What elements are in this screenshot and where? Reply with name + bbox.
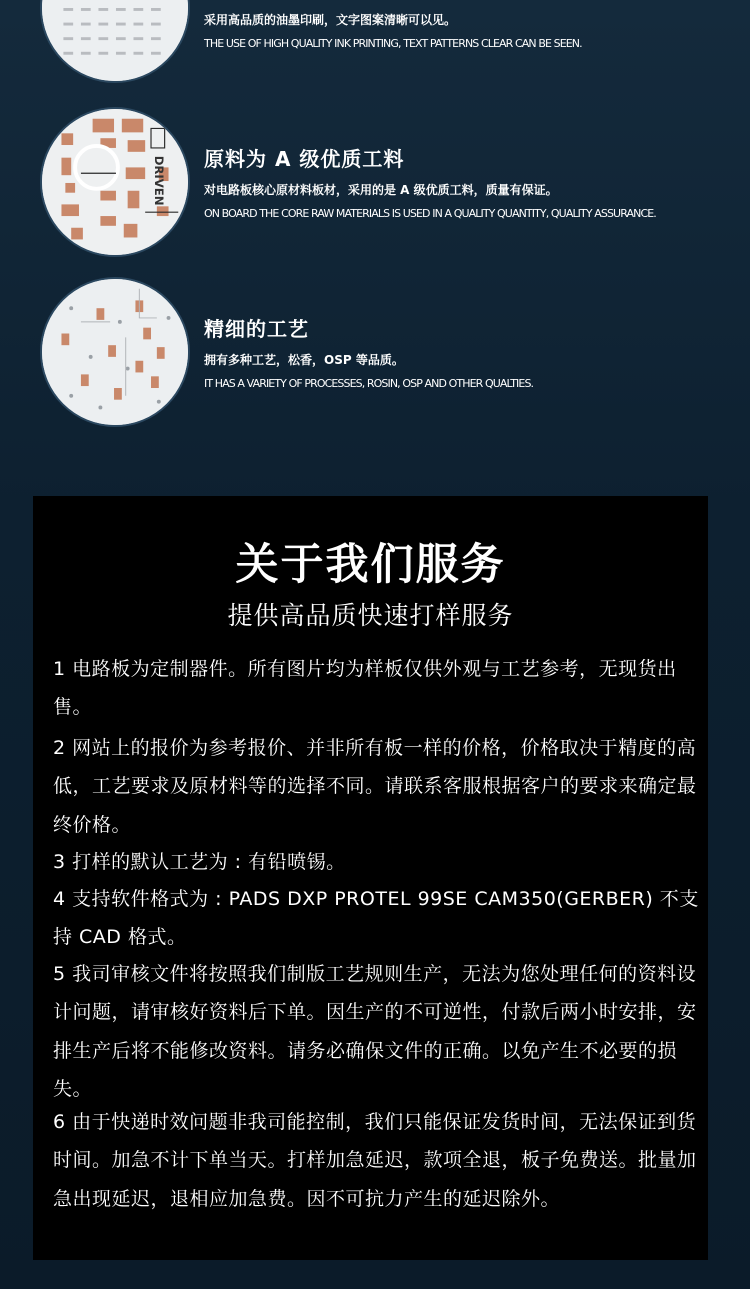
service-note-4: 4 支持软件格式为 : PADS DXP PROTEL 99SE CAM350(GERBER) 不支持 CAD 格式。	[53, 888, 699, 949]
pcb-smd-pads-photo-icon	[40, 277, 190, 427]
feature-desc-en: THE USE OF HIGH QUALITY INK PRINTING, TEXT PATTERNS CLEAR CAN BE SEEN.	[204, 37, 582, 50]
feature-ink-printing	[40, 0, 740, 83]
feature-desc-en: ON BOARD THE CORE RAW MATERIALS IS USED IN A QUALITY QUANTITY, QUALITY ASSURANCE.	[204, 207, 656, 220]
service-note-5: 5 我司审核文件将按照我们制版工艺规则生产，无法为您处理任何的资料设计问题，请审核好资料后下单。因生产的不可逆性，付款后两小时安排，安排生产后将不能修改资料。请务必确保文件的正确。以免产生不必要的损失。	[53, 963, 697, 1101]
service-note-6: 6 由于快递时效问题非我司能控制，我们只能保证发货时间，无法保证到货时间。加急不计下单当天。打样加急延迟，款项全退，板子免费送。批量加急出现延迟，退相应加急费。因不可抗力产生的延迟除外。	[53, 1111, 697, 1210]
feature-desc-cn: 拥有多种工艺，松香，OSP 等品质。	[204, 353, 404, 367]
service-note-2: 2 网站上的报价为参考报价、并非所有板一样的价格，价格取决于精度的高低，工艺要求及原材料等的选择不同。请联系客服根据客户的要求来确定最终价格。	[53, 737, 697, 836]
feature-title: 原料为 A 级优质工料	[204, 147, 405, 171]
feature-desc-cn: 采用高品质的油墨印刷，文字图案清晰可以见。	[204, 13, 457, 27]
feature-desc-en: IT HAS A VARIETY OF PROCESSES, ROSIN, OSP AND OTHER QUALTIES.	[204, 377, 534, 390]
svg-text:DRIVEN: DRIVEN	[151, 155, 166, 206]
pcb-silkscreen-photo-icon	[40, 0, 190, 83]
about-subtitle: 提供高品质快速打样服务	[227, 601, 514, 630]
about-title: 关于我们服务	[235, 540, 506, 590]
feature-desc-cn: 对电路板核心原材料板材，采用的是 A 级优质工料，质量有保证。	[204, 183, 558, 197]
service-note-1: 1 电路板为定制器件。所有图片均为样板仅供外观与工艺参考，无现货出售。	[53, 658, 677, 719]
feature-title: 精细的工艺	[204, 317, 309, 341]
feature-raw-material	[40, 107, 740, 257]
service-note-3: 3 打样的默认工艺为 : 有铅喷锡。	[53, 851, 346, 873]
pcb-board-material-photo-icon	[40, 107, 190, 257]
feature-fine-process	[40, 277, 740, 427]
